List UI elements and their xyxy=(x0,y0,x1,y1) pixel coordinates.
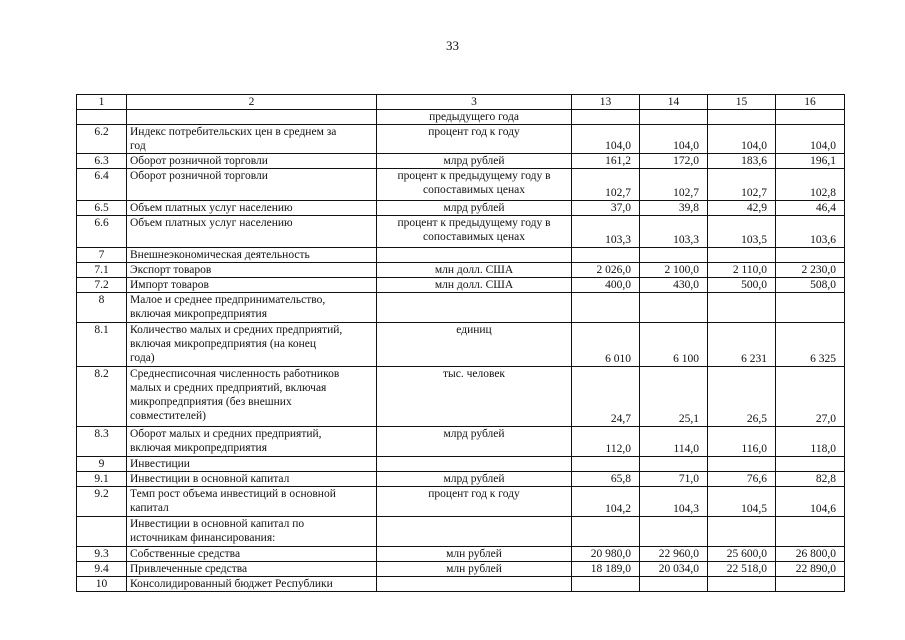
table-row xyxy=(77,367,845,427)
row-number: 8.1 xyxy=(77,323,127,367)
row-number: 8.3 xyxy=(77,427,127,457)
indicator-name-line: совместителей) xyxy=(130,410,206,422)
indicator-name xyxy=(127,577,377,592)
value-cell: 103,5 xyxy=(708,216,776,248)
row-number: 6.5 xyxy=(77,201,127,216)
value-cell xyxy=(776,577,845,592)
indicator-name xyxy=(127,154,377,169)
column-header: 1 xyxy=(77,95,127,110)
indicator-name-line: источникам финансирования: xyxy=(130,532,276,544)
unit-of-measure xyxy=(377,293,572,323)
unit-line: процент к предыдущему году в xyxy=(397,170,551,182)
value-cell: 2 100,0 xyxy=(640,263,708,278)
table-row xyxy=(77,169,845,201)
value-cell: 104,0 xyxy=(708,125,776,154)
indicator-name-line: Импорт товаров xyxy=(130,279,209,291)
value-cell: 22 890,0 xyxy=(776,562,845,577)
header-row xyxy=(77,95,845,110)
indicator-name-line: Оборот розничной торговли xyxy=(130,170,268,182)
value-cell: 102,7 xyxy=(708,169,776,201)
table-row xyxy=(77,293,845,323)
value-cell xyxy=(640,248,708,263)
table-row xyxy=(77,487,845,517)
indicator-name-line: Среднесписочная численность работников xyxy=(130,368,340,380)
column-header: 14 xyxy=(640,95,708,110)
unit-line: процент к предыдущему году в xyxy=(397,217,551,229)
unit-of-measure xyxy=(377,125,572,154)
value-cell: 196,1 xyxy=(776,154,845,169)
value-cell: 2 230,0 xyxy=(776,263,845,278)
unit-of-measure xyxy=(377,169,572,201)
unit-of-measure xyxy=(377,472,572,487)
value-cell: 25 600,0 xyxy=(708,547,776,562)
value-cell xyxy=(708,517,776,547)
value-cell: 76,6 xyxy=(708,472,776,487)
row-number xyxy=(77,110,127,125)
indicator-name xyxy=(127,323,377,367)
indicator-name xyxy=(127,367,377,427)
row-number: 9 xyxy=(77,457,127,472)
indicator-name-line: Количество малых и средних предприятий, xyxy=(130,324,343,336)
table-row xyxy=(77,110,845,125)
table-row xyxy=(77,547,845,562)
row-number: 6.6 xyxy=(77,216,127,248)
value-cell: 24,7 xyxy=(572,367,640,427)
value-cell: 37,0 xyxy=(572,201,640,216)
unit-of-measure xyxy=(377,427,572,457)
value-cell: 500,0 xyxy=(708,278,776,293)
row-number: 10 xyxy=(77,577,127,592)
indicator-name-line: Собственные средства xyxy=(130,548,241,560)
row-number: 9.4 xyxy=(77,562,127,577)
unit-of-measure xyxy=(377,487,572,517)
value-cell xyxy=(572,110,640,125)
value-cell: 161,2 xyxy=(572,154,640,169)
unit-line: сопоставимых ценах xyxy=(423,231,525,243)
indicator-name-line: Внешнеэкономическая деятельность xyxy=(130,249,310,261)
value-cell: 103,3 xyxy=(572,216,640,248)
indicator-name-line: год xyxy=(130,140,146,152)
table-row xyxy=(77,248,845,263)
unit-line: млн рублей xyxy=(446,563,502,575)
indicator-name-line: Темп рост объема инвестиций в основной xyxy=(130,488,336,500)
value-cell: 104,6 xyxy=(776,487,845,517)
unit-line: млн долл. США xyxy=(434,279,514,291)
value-cell: 25,1 xyxy=(640,367,708,427)
value-cell: 104,0 xyxy=(776,125,845,154)
value-cell: 2 110,0 xyxy=(708,263,776,278)
unit-line: единиц xyxy=(456,324,492,336)
value-cell: 39,8 xyxy=(640,201,708,216)
indicator-name xyxy=(127,278,377,293)
unit-line: млрд рублей xyxy=(443,428,505,440)
row-number: 7.2 xyxy=(77,278,127,293)
value-cell: 116,0 xyxy=(708,427,776,457)
row-number: 8.2 xyxy=(77,367,127,427)
indicator-name xyxy=(127,293,377,323)
value-cell: 104,3 xyxy=(640,487,708,517)
value-cell: 22 518,0 xyxy=(708,562,776,577)
table-body xyxy=(77,110,845,592)
value-cell xyxy=(708,457,776,472)
indicator-name-line: Привлеченные средства xyxy=(130,563,248,575)
row-number: 6.2 xyxy=(77,125,127,154)
indicator-name-line: Объем платных услуг населению xyxy=(130,217,293,229)
value-cell: 65,8 xyxy=(572,472,640,487)
value-cell: 82,8 xyxy=(776,472,845,487)
unit-of-measure xyxy=(377,323,572,367)
unit-of-measure xyxy=(377,517,572,547)
indicator-name-line: включая микропредприятия xyxy=(130,442,268,454)
indicator-name-line: малых и средних предприятий, включая xyxy=(130,382,327,394)
column-header: 13 xyxy=(572,95,640,110)
indicator-name-line: Оборот розничной торговли xyxy=(130,155,268,167)
unit-line: тыс. человек xyxy=(442,368,506,380)
indicator-name-line: включая микропредприятия xyxy=(130,308,268,320)
value-cell xyxy=(640,517,708,547)
value-cell xyxy=(640,457,708,472)
table-row xyxy=(77,278,845,293)
unit-of-measure xyxy=(377,577,572,592)
unit-of-measure xyxy=(377,367,572,427)
unit-of-measure xyxy=(377,201,572,216)
value-cell: 22 960,0 xyxy=(640,547,708,562)
value-cell: 400,0 xyxy=(572,278,640,293)
indicator-name-line: Экспорт товаров xyxy=(130,264,212,276)
value-cell: 26 800,0 xyxy=(776,547,845,562)
indicator-name-line: Инвестиции xyxy=(130,458,190,470)
unit-of-measure xyxy=(377,278,572,293)
value-cell xyxy=(640,577,708,592)
value-cell: 46,4 xyxy=(776,201,845,216)
value-cell xyxy=(776,110,845,125)
table-row xyxy=(77,323,845,367)
unit-of-measure xyxy=(377,562,572,577)
value-cell xyxy=(776,517,845,547)
value-cell: 27,0 xyxy=(776,367,845,427)
value-cell: 104,0 xyxy=(572,125,640,154)
column-header: 16 xyxy=(776,95,845,110)
page-number: 33 xyxy=(446,38,459,53)
value-cell: 26,5 xyxy=(708,367,776,427)
indicator-name xyxy=(127,263,377,278)
indicator-name xyxy=(127,472,377,487)
value-cell: 2 026,0 xyxy=(572,263,640,278)
table-row xyxy=(77,216,845,248)
indicator-name xyxy=(127,216,377,248)
value-cell xyxy=(708,248,776,263)
indicator-name xyxy=(127,517,377,547)
value-cell: 102,7 xyxy=(640,169,708,201)
indicator-name xyxy=(127,487,377,517)
value-cell: 42,9 xyxy=(708,201,776,216)
row-number: 7.1 xyxy=(77,263,127,278)
value-cell xyxy=(708,577,776,592)
unit-of-measure xyxy=(377,457,572,472)
value-cell: 71,0 xyxy=(640,472,708,487)
value-cell: 118,0 xyxy=(776,427,845,457)
value-cell: 104,2 xyxy=(572,487,640,517)
indicator-name xyxy=(127,457,377,472)
value-cell xyxy=(640,110,708,125)
value-cell xyxy=(708,110,776,125)
indicator-name-line: включая микропредприятия (на конец xyxy=(130,338,317,350)
unit-of-measure xyxy=(377,154,572,169)
value-cell: 172,0 xyxy=(640,154,708,169)
column-header: 3 xyxy=(377,95,572,110)
unit-line: процент год к году xyxy=(428,126,520,138)
table-row xyxy=(77,154,845,169)
indicator-name-line: Оборот малых и средних предприятий, xyxy=(130,428,322,440)
indicators-table xyxy=(76,94,845,592)
table-row xyxy=(77,472,845,487)
indicator-name xyxy=(127,169,377,201)
value-cell xyxy=(572,248,640,263)
value-cell: 20 980,0 xyxy=(572,547,640,562)
table-row xyxy=(77,457,845,472)
unit-line: сопоставимых ценах xyxy=(423,184,525,196)
indicator-name xyxy=(127,110,377,125)
indicator-name xyxy=(127,201,377,216)
value-cell xyxy=(572,293,640,323)
indicator-name-line: Индекс потребительских цен в среднем за xyxy=(130,126,337,138)
value-cell: 104,5 xyxy=(708,487,776,517)
unit-line: процент год к году xyxy=(428,488,520,500)
unit-of-measure xyxy=(377,248,572,263)
row-number: 6.3 xyxy=(77,154,127,169)
unit-line: млрд рублей xyxy=(443,473,505,485)
value-cell: 508,0 xyxy=(776,278,845,293)
row-number: 7 xyxy=(77,248,127,263)
value-cell: 102,8 xyxy=(776,169,845,201)
unit-line: млрд рублей xyxy=(443,155,505,167)
indicator-name xyxy=(127,427,377,457)
value-cell: 430,0 xyxy=(640,278,708,293)
indicator-name-line: Объем платных услуг населению xyxy=(130,202,293,214)
value-cell: 102,7 xyxy=(572,169,640,201)
indicator-name-line: года) xyxy=(130,352,155,364)
indicator-name xyxy=(127,248,377,263)
table-row xyxy=(77,562,845,577)
column-header: 2 xyxy=(127,95,377,110)
indicator-name-line: Инвестиции в основной капитал по xyxy=(130,518,305,530)
indicator-name-line: Малое и среднее предпринимательство, xyxy=(130,294,326,306)
unit-line: млн долл. США xyxy=(434,264,514,276)
table-row xyxy=(77,517,845,547)
value-cell: 18 189,0 xyxy=(572,562,640,577)
value-cell: 6 325 xyxy=(776,323,845,367)
column-header: 15 xyxy=(708,95,776,110)
value-cell: 6 100 xyxy=(640,323,708,367)
value-cell xyxy=(776,293,845,323)
indicator-name-line: Консолидированный бюджет Республики xyxy=(130,578,333,590)
value-cell xyxy=(776,457,845,472)
indicator-name xyxy=(127,562,377,577)
table-row xyxy=(77,427,845,457)
value-cell: 103,6 xyxy=(776,216,845,248)
row-number xyxy=(77,517,127,547)
unit-of-measure xyxy=(377,216,572,248)
unit-line: млрд рублей xyxy=(443,202,505,214)
value-cell xyxy=(572,457,640,472)
table-row xyxy=(77,201,845,216)
value-cell xyxy=(708,293,776,323)
table-row xyxy=(77,577,845,592)
row-number: 8 xyxy=(77,293,127,323)
value-cell: 20 034,0 xyxy=(640,562,708,577)
value-cell: 103,3 xyxy=(640,216,708,248)
indicator-name-line: микропредприятия (без внешних xyxy=(130,396,292,408)
value-cell xyxy=(572,517,640,547)
value-cell: 6 231 xyxy=(708,323,776,367)
unit-line: предыдущего года xyxy=(429,111,519,123)
value-cell xyxy=(640,293,708,323)
value-cell: 6 010 xyxy=(572,323,640,367)
indicator-name xyxy=(127,547,377,562)
value-cell: 114,0 xyxy=(640,427,708,457)
indicator-name xyxy=(127,125,377,154)
value-cell: 112,0 xyxy=(572,427,640,457)
indicator-name-line: капитал xyxy=(130,502,169,514)
table-row xyxy=(77,263,845,278)
unit-of-measure xyxy=(377,547,572,562)
value-cell: 183,6 xyxy=(708,154,776,169)
value-cell xyxy=(572,577,640,592)
value-cell xyxy=(776,248,845,263)
indicator-name-line: Инвестиции в основной капитал xyxy=(130,473,290,485)
row-number: 6.4 xyxy=(77,169,127,201)
row-number: 9.2 xyxy=(77,487,127,517)
unit-of-measure xyxy=(377,110,572,125)
value-cell: 104,0 xyxy=(640,125,708,154)
table-row xyxy=(77,125,845,154)
row-number: 9.3 xyxy=(77,547,127,562)
row-number: 9.1 xyxy=(77,472,127,487)
unit-line: млн рублей xyxy=(446,548,502,560)
unit-of-measure xyxy=(377,263,572,278)
